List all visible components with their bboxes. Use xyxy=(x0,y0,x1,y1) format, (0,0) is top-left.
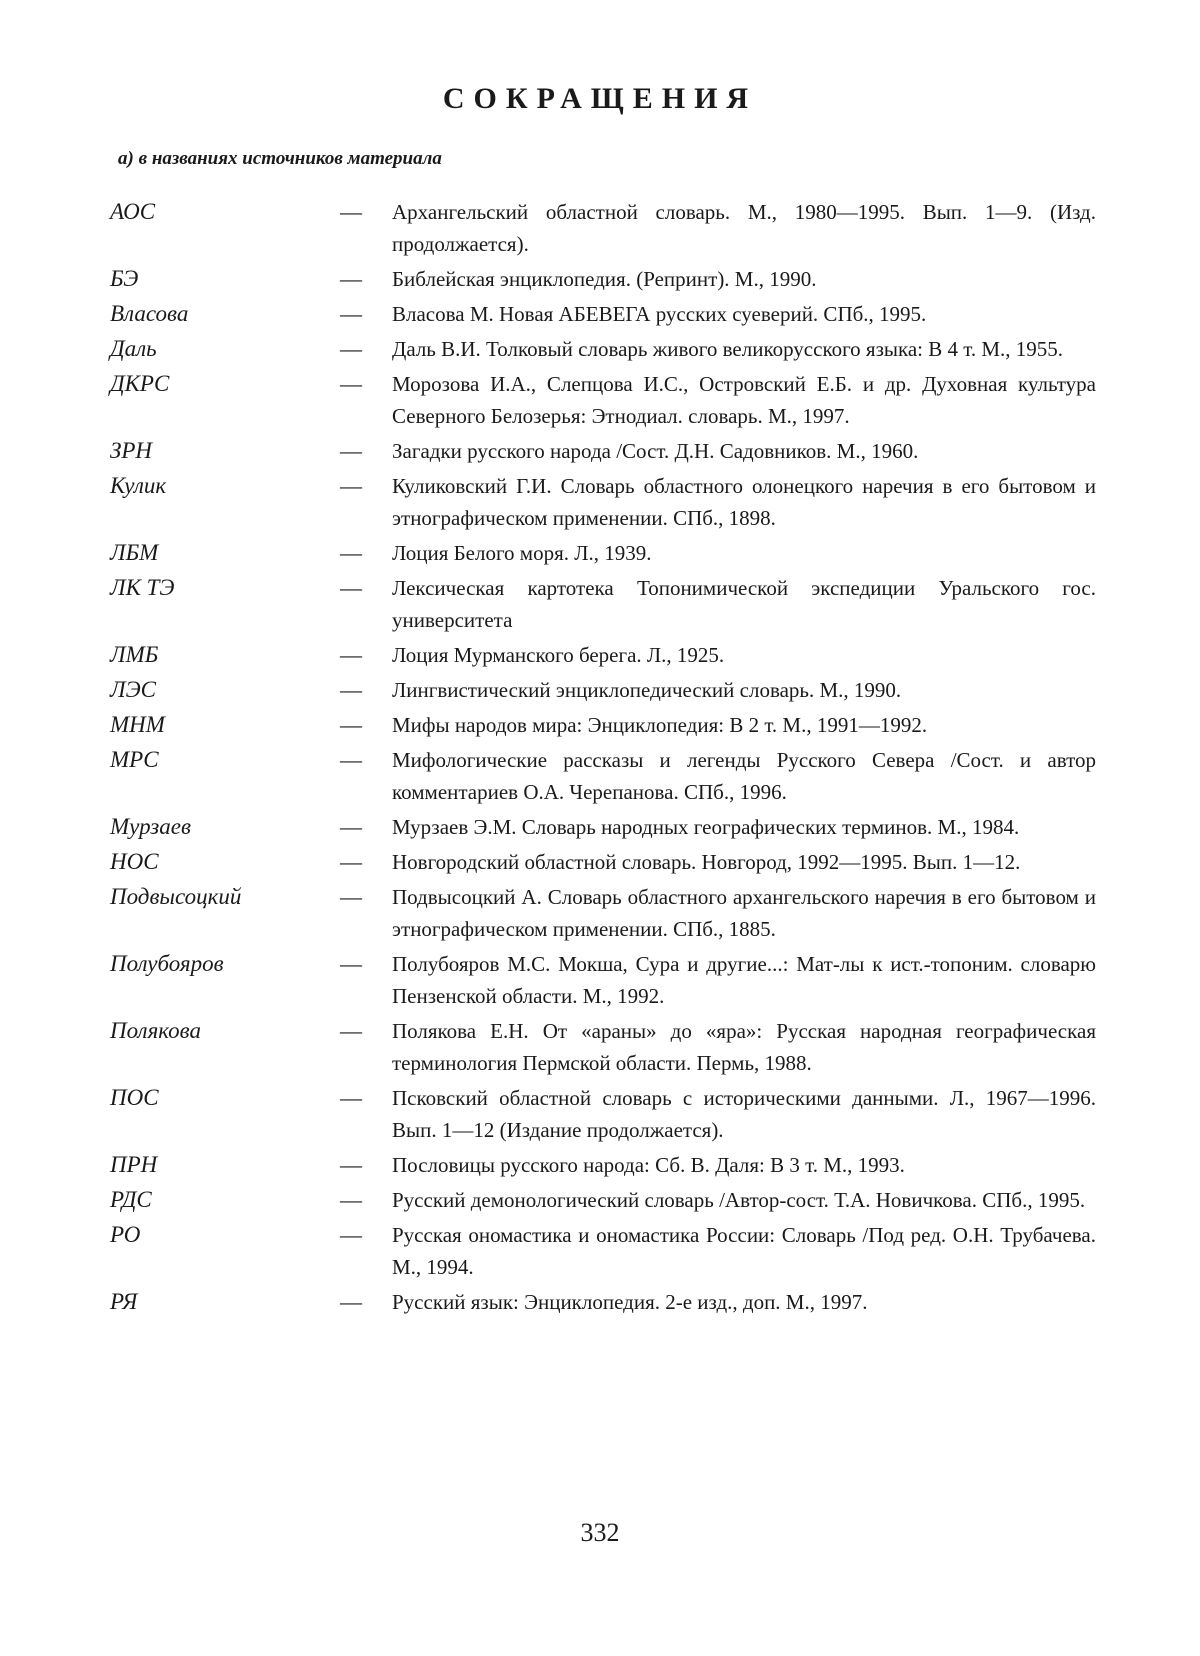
abbreviation-entry xyxy=(110,333,1100,365)
abbreviation-entry xyxy=(110,435,1100,467)
source-description: Подвысоцкий А. Словарь областного архангельского наречия в его бытовом и этнографическом применении. СПб., 1885. xyxy=(392,885,1096,941)
source-description: Полубояров М.С. Мокша, Сура и другие...: Мат-лы к ист.-топоним. словарю Пензенской области. М., 1992. xyxy=(392,952,1096,1008)
abbreviation-entry xyxy=(110,1286,1100,1318)
abbreviation-list xyxy=(110,196,1100,1321)
source-description: Русская ономастика и ономастика России: Словарь /Под ред. О.Н. Трубачева. М., 1994. xyxy=(392,1223,1096,1279)
abbreviation-entry xyxy=(110,1184,1100,1216)
abbreviation: Полубояров xyxy=(110,951,224,976)
abbreviation-entry xyxy=(110,470,1100,534)
abbreviation-entry xyxy=(110,263,1100,295)
dash-separator: — xyxy=(340,884,362,909)
source-description: Пословицы русского народа: Сб. В. Даля: В 3 т. М., 1993. xyxy=(392,1153,905,1177)
abbreviation: НОС xyxy=(110,849,159,874)
dash-separator: — xyxy=(340,336,362,361)
dash-separator: — xyxy=(340,1187,362,1212)
abbreviation: ЛК ТЭ xyxy=(110,575,175,600)
abbreviation: Полякова xyxy=(110,1018,201,1043)
abbreviation-entry xyxy=(110,368,1100,432)
source-description: Куликовский Г.И. Словарь областного олонецкого наречия в его бытовом и этнографическом применении. СПб., 1898. xyxy=(392,474,1096,530)
abbreviation-entry xyxy=(110,639,1100,671)
source-description: Новгородский областной словарь. Новгород, 1992—1995. Вып. 1—12. xyxy=(392,850,1021,874)
abbreviation: Даль xyxy=(110,336,157,361)
abbreviation: БЭ xyxy=(110,266,139,291)
abbreviation: ПОС xyxy=(110,1085,159,1110)
abbreviation-entry xyxy=(110,1219,1100,1283)
source-description: Мурзаев Э.М. Словарь народных географических терминов. М., 1984. xyxy=(392,815,1020,839)
abbreviation-entry xyxy=(110,1082,1100,1146)
dash-separator: — xyxy=(340,849,362,874)
abbreviation-entry xyxy=(110,537,1100,569)
source-description: Лоция Белого моря. Л., 1939. xyxy=(392,541,652,565)
section-heading: а) в названиях источников материала xyxy=(118,148,442,169)
abbreviation-entry xyxy=(110,846,1100,878)
source-description: Лексическая картотека Топонимической экспедиции Уральского гос. университета xyxy=(392,576,1096,632)
page-title: СОКРАЩЕНИЯ xyxy=(442,82,758,115)
abbreviation-entry xyxy=(110,948,1100,1012)
abbreviation-entry xyxy=(110,298,1100,330)
abbreviation-entry xyxy=(110,709,1100,741)
dash-separator: — xyxy=(340,1222,362,1247)
abbreviation: АОС xyxy=(110,199,156,224)
source-description: Архангельский областной словарь. М., 1980—1995. Вып. 1—9. (Изд. продолжается). xyxy=(392,200,1096,256)
dash-separator: — xyxy=(340,747,362,772)
page-number: 332 xyxy=(580,1518,620,1547)
abbreviation: РО xyxy=(110,1222,141,1247)
dash-separator: — xyxy=(340,642,362,667)
source-description: Лоция Мурманского берега. Л., 1925. xyxy=(392,643,725,667)
abbreviation: ЛМБ xyxy=(110,642,159,667)
abbreviation: Мурзаев xyxy=(110,814,191,839)
abbreviation-entry xyxy=(110,674,1100,706)
abbreviation: МРС xyxy=(110,747,159,772)
dash-separator: — xyxy=(340,1085,362,1110)
dash-separator: — xyxy=(340,438,362,463)
abbreviation: Кулик xyxy=(110,473,167,498)
source-description: Мифологические рассказы и легенды Русского Севера /Сост. и автор комментариев О.А. Черепанова. СПб., 1996. xyxy=(392,748,1096,804)
abbreviation: РЯ xyxy=(110,1289,138,1314)
dash-separator: — xyxy=(340,677,362,702)
abbreviation-entry xyxy=(110,811,1100,843)
dash-separator: — xyxy=(340,1152,362,1177)
dash-separator: — xyxy=(340,301,362,326)
source-description: Загадки русского народа /Сост. Д.Н. Садовников. М., 1960. xyxy=(392,439,919,463)
dash-separator: — xyxy=(340,473,362,498)
abbreviation: Подвысоцкий xyxy=(110,884,242,909)
abbreviation: ЛБМ xyxy=(110,540,159,565)
source-description: Даль В.И. Толковый словарь живого великорусского языка: В 4 т. М., 1955. xyxy=(392,337,1064,361)
source-description: Полякова Е.Н. От «араны» до «яра»: Русская народная географическая терминология Пермской области. Пермь, 1988. xyxy=(392,1019,1096,1075)
abbreviation-entry xyxy=(110,572,1100,636)
source-description: Мифы народов мира: Энциклопедия: В 2 т. М., 1991—1992. xyxy=(392,713,928,737)
abbreviation: МНМ xyxy=(110,712,165,737)
dash-separator: — xyxy=(340,1289,362,1314)
source-description: Псковский областной словарь с историческими данными. Л., 1967—1996. Вып. 1—12 (Издание продолжается). xyxy=(392,1086,1096,1142)
abbreviation-entry xyxy=(110,1149,1100,1181)
abbreviation: ЛЭС xyxy=(110,677,156,702)
dash-separator: — xyxy=(340,266,362,291)
source-description: Власова М. Новая АБЕВЕГА русских суеверий. СПб., 1995. xyxy=(392,302,927,326)
dash-separator: — xyxy=(340,199,362,224)
dash-separator: — xyxy=(340,1018,362,1043)
abbreviation-entry xyxy=(110,881,1100,945)
source-description: Библейская энциклопедия. (Репринт). М., 1990. xyxy=(392,267,817,291)
abbreviation: РДС xyxy=(110,1187,152,1212)
source-description: Лингвистический энциклопедический словарь. М., 1990. xyxy=(392,678,902,702)
dash-separator: — xyxy=(340,951,362,976)
dash-separator: — xyxy=(340,814,362,839)
abbreviation: ЗРН xyxy=(110,438,153,463)
abbreviation: ДКРС xyxy=(110,371,170,396)
dash-separator: — xyxy=(340,371,362,396)
abbreviation-entry xyxy=(110,744,1100,808)
source-description: Русский демонологический словарь /Автор-сост. Т.А. Новичкова. СПб., 1995. xyxy=(392,1188,1086,1212)
abbreviation-entry xyxy=(110,196,1100,260)
source-description: Морозова И.А., Слепцова И.С., Островский Е.Б. и др. Духовная культура Северного Белозерья: Этнодиал. словарь. М., 1997. xyxy=(392,372,1096,428)
dash-separator: — xyxy=(340,540,362,565)
source-description: Русский язык: Энциклопедия. 2-е изд., доп. М., 1997. xyxy=(392,1290,868,1314)
abbreviation: ПРН xyxy=(110,1152,158,1177)
dash-separator: — xyxy=(340,712,362,737)
abbreviation-entry xyxy=(110,1015,1100,1079)
abbreviation: Власова xyxy=(110,301,189,326)
dash-separator: — xyxy=(340,575,362,600)
